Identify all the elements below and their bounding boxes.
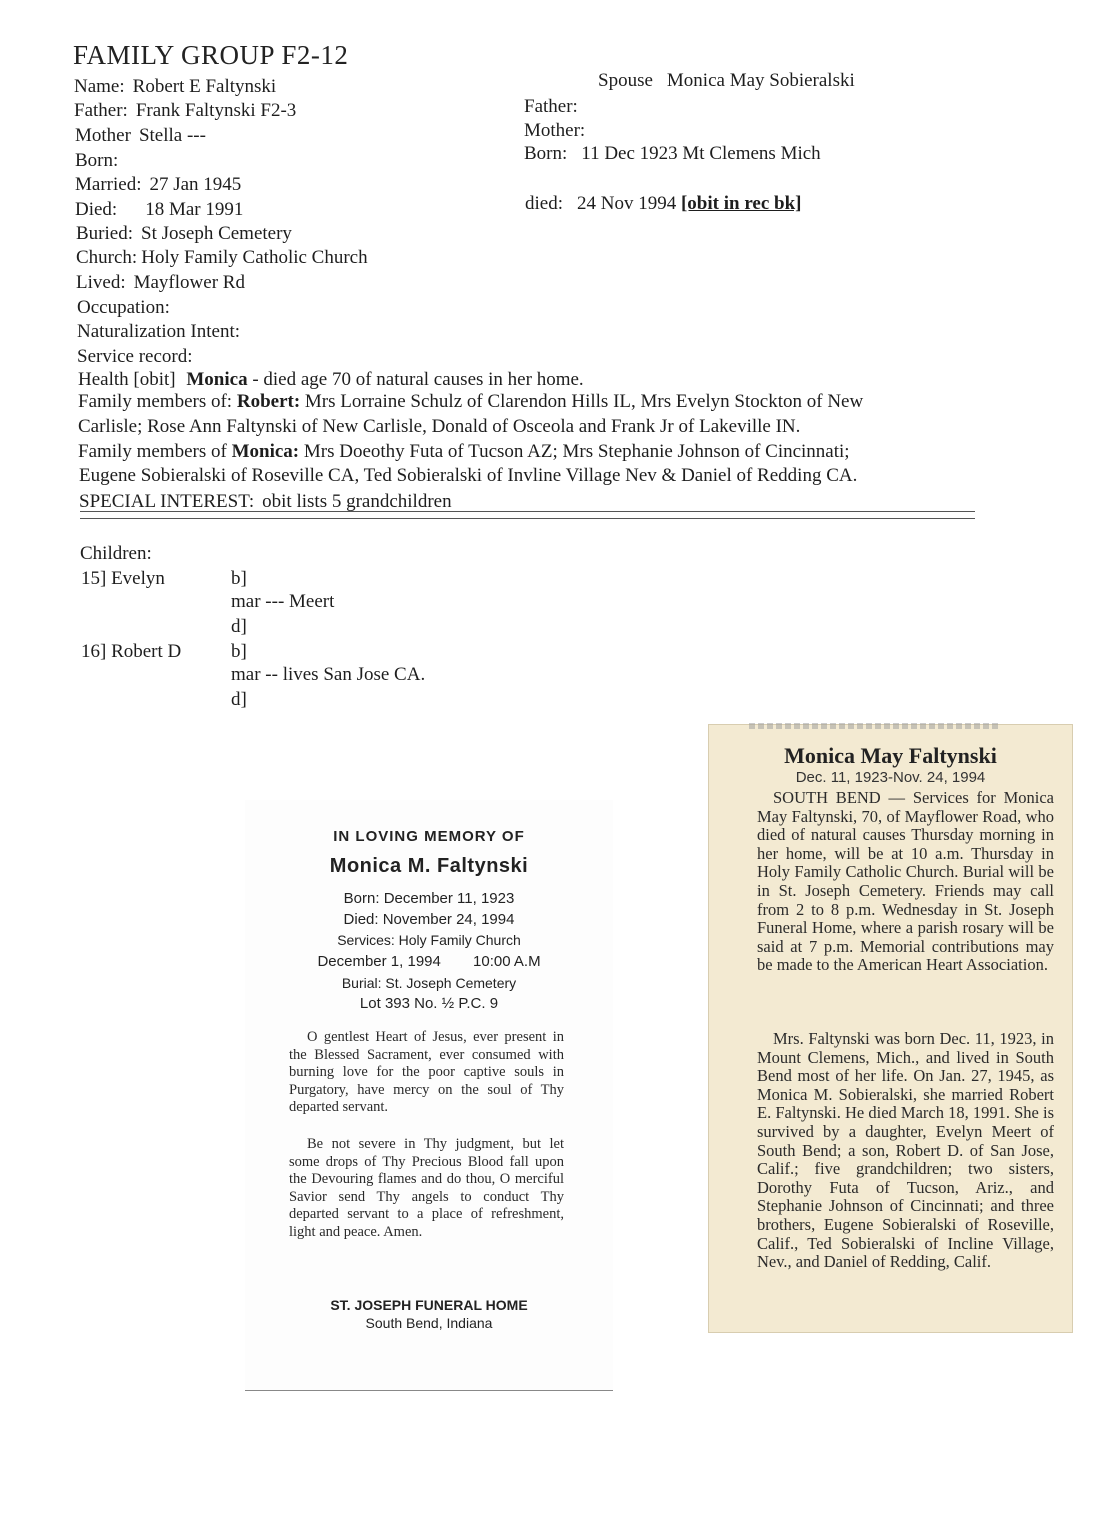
memorial-name: Monica M. Faltynski: [329, 855, 529, 877]
memorial-services: Services: Holy Family Church: [337, 932, 521, 948]
memorial-burial: Burial: St. Joseph Cemetery: [341, 975, 517, 991]
family-robert-text1: Mrs Lorraine Schulz of Clarendon Hills IL, Mrs Evelyn Stockton of New: [304, 391, 864, 412]
spouse-label: Spouse: [598, 70, 653, 91]
obituary-clipping: [708, 724, 1073, 1333]
husband-died-row: [75, 199, 243, 221]
name-label: Name:: [74, 76, 125, 97]
husband-father-row: [74, 100, 296, 122]
child-15-married: mar --- Meert: [231, 591, 335, 612]
memorial-city: South Bend, Indiana: [365, 1315, 493, 1331]
obit-reference: [obit in rec bk]: [680, 193, 802, 214]
health-name: Monica: [186, 369, 248, 390]
spouse-born: 11 Dec 1923 Mt Clemens Mich: [581, 143, 821, 164]
child-15-born: b]: [231, 568, 247, 589]
spouse-born-row: [524, 143, 821, 165]
lived-label: Lived:: [76, 272, 126, 293]
husband-church: Holy Family Catholic Church: [141, 247, 368, 268]
husband-father: Frank Faltynski F2-3: [135, 100, 297, 121]
memorial-lot: Lot 393 No. ½ P.C. 9: [359, 995, 499, 1012]
memorial-service-date: December 1, 1994: [317, 953, 441, 970]
husband-born-row: [75, 150, 118, 172]
special-interest-row: [79, 491, 452, 513]
memorial-service-time: 10:00 A.M: [473, 953, 541, 970]
died-label: Died:: [75, 199, 118, 220]
memorial-born: Born: December 11, 1923: [343, 890, 515, 907]
husband-lived-row: [76, 272, 245, 294]
child-16-married: mar -- lives San Jose CA.: [231, 664, 426, 685]
obituary-dates: Dec. 11, 1923-Nov. 24, 1994: [795, 769, 986, 786]
page-title: FAMILY GROUP F2-12: [73, 40, 349, 70]
spouse-died-row: [525, 193, 802, 215]
memorial-funeral-home: ST. JOSEPH FUNERAL HOME: [330, 1297, 528, 1313]
children-label: Children:: [80, 543, 152, 564]
memorial-prayer-1: O gentlest Heart of Jesus, ever present in the Blessed Sacrament, ever consumed with burning love for the poor captive souls in Purgatory, have mercy on the soul of Thy departed servant.: [289, 1029, 564, 1116]
spouse-father-label: Father:: [524, 96, 578, 117]
health-text: - died age 70 of natural causes in her home.: [252, 369, 584, 390]
memorial-died: Died: November 24, 1994: [343, 911, 515, 928]
child-16-died: d]: [231, 689, 247, 710]
family-robert-label: Family members of:: [78, 391, 233, 412]
family-monica-row: [78, 441, 850, 463]
husband-buried-row: [76, 223, 292, 245]
spouse-name: Monica May Sobieralski: [666, 70, 855, 91]
special-interest-text: obit lists 5 grandchildren: [262, 491, 452, 512]
health-label: Health [obit]: [78, 369, 176, 390]
child-16-name: 16] Robert D: [81, 641, 182, 662]
section-divider: [80, 511, 975, 519]
memorial-card: [245, 800, 613, 1391]
husband-mother: Stella ---: [138, 125, 206, 146]
special-interest-label: SPECIAL INTEREST:: [79, 491, 255, 512]
service-record-label: Service record:: [77, 346, 193, 367]
married-label: Married:: [75, 174, 142, 195]
spouse-died: 24 Nov 1994: [577, 193, 677, 214]
husband-church-row: [76, 247, 368, 269]
husband-mother-row: [75, 125, 206, 147]
husband-buried: St Joseph Cemetery: [141, 223, 292, 244]
buried-label: Buried:: [76, 223, 133, 244]
memorial-heading: IN LOVING MEMORY OF: [333, 828, 525, 845]
naturalization-label: Naturalization Intent:: [77, 321, 241, 342]
obituary-paragraph-1: SOUTH BEND — Services for Monica May Faltynski, 70, of Mayflower Road, who died of natural causes Thursday morning in her home, will be at 10 a.m. Thursday in Holy Family Catholic Church. Burial will be in St. Joseph Cemetery. Friends may call from 2 to 8 p.m. Wednesday in St. Joseph Funeral Home, where a parish rosary will be said at 7 p.m. Memorial contributions may be made to the American Heart Association.: [757, 788, 1054, 975]
husband-died: 18 Mar 1991: [145, 199, 244, 220]
family-monica-text1: Mrs Doeothy Futa of Tucson AZ; Mrs Stephanie Johnson of Cincinnati;: [303, 441, 850, 462]
spouse-born-label: Born:: [524, 143, 568, 164]
family-robert-text2: Carlisle; Rose Ann Faltynski of New Carlisle, Donald of Osceola and Frank Jr of Lakeville IN.: [78, 416, 801, 437]
child-15-name: 15] Evelyn: [81, 568, 165, 589]
mother-label: Mother: [75, 125, 131, 146]
spouse-mother-label: Mother:: [524, 120, 586, 141]
husband-married-row: [75, 174, 241, 196]
obituary-paragraph-2: Mrs. Faltynski was born Dec. 11, 1923, in Mount Clemens, Mich., and lived in South Bend most of her life. On Jan. 27, 1945, as Monica M. Sobieralski, she married Robert E. Faltynski. He died March 18, 1991. She is survived by a daughter, Evelyn Meert of South Bend; a son, Robert D. of San Jose, Calif.; five grandchildren; two sisters, Dorothy Futa of Tucson, Ariz., and Stephanie Johnson of Cincinnati; and three brothers, Eugene Sobieralski of Roseville, Calif., Ted Sobieralski of Incline Village, Nev., and Daniel of Redding, Calif.: [757, 1029, 1054, 1272]
family-robert-name: Robert:: [236, 391, 301, 412]
family-monica-text2: Eugene Sobieralski of Roseville CA, Ted Sobieralski of Invline Village Nev & Daniel of Redding CA.: [79, 465, 858, 486]
family-monica-label: Family members of: [78, 441, 227, 462]
child-16-born: b]: [231, 641, 247, 662]
memorial-service-datetime: [245, 953, 613, 970]
obituary-title: Monica May Faltynski: [784, 743, 997, 768]
occupation-label: Occupation:: [77, 297, 170, 318]
family-robert-row: [78, 391, 863, 413]
health-row: [78, 369, 584, 391]
husband-name: Robert E Faltynski: [132, 76, 277, 97]
child-15-died: d]: [231, 616, 247, 637]
family-monica-name: Monica:: [231, 441, 300, 462]
clipping-torn-edge: [749, 723, 999, 729]
husband-name-row: [74, 76, 276, 98]
born-label: Born:: [75, 150, 119, 171]
husband-married: 27 Jan 1945: [149, 174, 242, 195]
memorial-prayer-2: Be not severe in Thy judgment, but let some drops of Thy Precious Blood fall upon the Devouring flames and do thou, O merciful Savior send Thy angels to conduct Thy departed servant to a place of refreshment, light and peace. Amen.: [289, 1136, 564, 1240]
spouse-row: [598, 70, 855, 92]
church-label: Church:: [76, 247, 138, 268]
spouse-died-label: died:: [525, 193, 563, 214]
father-label: Father:: [74, 100, 128, 121]
husband-lived: Mayflower Rd: [133, 272, 245, 293]
